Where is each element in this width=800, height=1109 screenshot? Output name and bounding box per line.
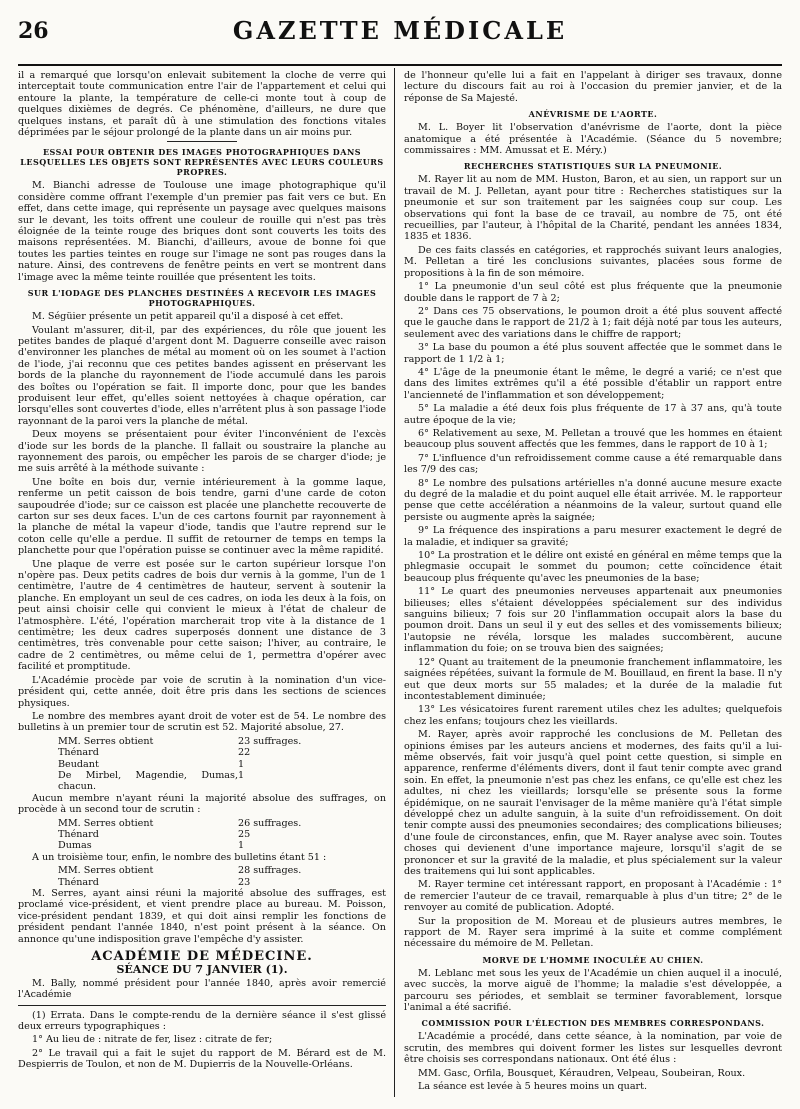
vote-row: De Mirbel, Magendie, Dumas, chacun. 1 — [58, 769, 245, 793]
footnote: 1° Au lieu de : nitrate de fer, lisez : citrate de fer; — [32, 1034, 273, 1046]
conclusion-item: 11° Le quart des pneumonies nerveuses appartenait aux pneumonies bilieuses; elles s'étaient développées spécialement sur des individus sanguins bilieux; 7 fois sur 20 l'inflammation occupait alors la base du poumon droit. Dans un seul il y eut des selles et des vomissements bilieux; l'autopsie ne révéla, lorsque les malades succombèrent, aucune inflammation du foie; on se trouva bien des saignées; — [404, 586, 782, 655]
conclusion-item: 10° La prostration et le délire ont existé en général en même temps que la phlegmasie occupait le sommet du poumon; cette coïncidence était beaucoup plus fréquente qu'avec les pneumonies de la base; — [404, 550, 782, 584]
conclusion-item: 12° Quant au traitement de la pneumonie franchement inflammatoire, les saignées répétées, suivant la formule de M. Bouillaud, en firent la base. Il n'y eut que deux morts sur 55 malades; et la durée de la maladie fut incontestablement diminuée; — [404, 656, 782, 702]
paragraph: M. Leblanc met sous les yeux de l'Académie un chien auquel il a inoculé, avec succès, la morve aiguë de l'homme; la maladie s'est développée, a parcouru ses périodes, et semblait se terminer favorablement, lorsque l'animal a été sacrifié. — [404, 967, 782, 1014]
session-heading: SÉANCE DU 7 JANVIER (1). — [116, 963, 288, 977]
paragraph: Une boîte en bois dur, vernie intérieurement à la gomme laque, renferme un petit caisson de bois tendre, garni d'une carde de coton saupoudrée d'iode; sur ce caisson est placée une planchette recouverte de carton sur ses deux faces. L'un de ces cartons fournit par rayonnement à la planche de métal la vapeur d'iode, tandis que l'autre reprend sur le coton celle qu'elle a perdue. Il suffit de retourner de temps en temps la planchette pour que l'opération puisse se continuer avec la même rapidité. — [18, 476, 386, 557]
vote-row: MM. Serres obtient 23 suffrages. — [58, 735, 302, 747]
conclusion-item: 1° La pneumonie d'un seul côté est plus fréquente que la pneumonie double dans le rapport de 7 à 2; — [404, 281, 782, 304]
left-column — [18, 70, 386, 1095]
conclusion-item: 8° Le nombre des pulsations artérielles n'a donné aucune mesure exacte du degré de la maladie et du point auquel elle était arrivée. M. le rapporteur pense que cette accélération a néanmoins de la valeur, surtout quand elle persiste ou augmente après la saignée; — [404, 477, 782, 523]
paragraph: M. Bianchi adresse de Toulouse une image photographique qu'il considère comme offrant l'exemple d'un premier pas fait vers ce but. En effet, dans cette image, qui représente un paysage avec quelques maisons sur le devant, les toits offrent une couleur de rouille qui n'est pas très éloignée de la teinte rouge des briques dont sont couverts les toits des maisons représentées. M. Bianchi, d'ailleurs, avoue de bonne foi que toutes les parties teintes en rouge sur l'image ne sont pas rouges dans la nature. Ainsi, des contrevens de fenêtre peints en vert se montrent dans l'image avec la même teinte rouillée que présentent les toits. — [18, 180, 386, 283]
vote-row: Thénard 22 — [58, 747, 251, 759]
conclusion-item: 5° La maladie a été deux fois plus fréquente de 17 à 37 ans, qu'à toute autre époque de la vie; — [404, 403, 782, 426]
page-header — [18, 12, 782, 66]
paragraph: MM. Gasc, Orfila, Bousquet, Kéraudren, Velpeau, Soubeiran, Roux. — [418, 1067, 746, 1079]
paragraph: M. Rayer, après avoir rapproché les conclusions de M. Pelletan des opinions émises par les auteurs anciens et modernes, des faits qu'il a lui-même observés, fait voir jusqu'à quel point cette question, si simple en apparence, renferme d'éléments divers, dont il faut tenir compte avec grand soin. En effet, la pneumonie n'est pas chez les enfans, ce qu'elle est chez les adultes, ni chez les vieillards; lorsqu'elle se présente sous la forme épidémique, on ne saurait l'envisager de la même manière qu'à l'état simple développé chez un adulte sanguin, à la suite d'un refroidissement. On doit tenir compte aussi des pneumonies secondaires; des complications bilieuses; d'une foule de circonstances, enfin, que M. Rayer analyse avec soin. Toutes choses qui devienent d'une importance majeure, lorsqu'il s'agit de se prononcer et sur la gravité de la maladie, et plus spécialement sur la valeur des traitemens qui lui sont applicables. — [404, 729, 782, 877]
paragraph: Voulant m'assurer, dit-il, par des expériences, du rôle que jouent les petites bandes de plaqué d'argent dont M. Daguerre conseille avec raison d'environner les planches de métal au moment où on les soumet à l'action de l'iode, j'ai reconnu que ces petites bandes agissent en préservant les bords de la planche du rayonnement de l'iode accumulé dans les parois des boîtes ou l'opération se fait. Il importe donc, pour que les bandes produisent leur effet, qu'elles soient nettoyées à chaque opération, car lorsqu'elles sont couvertes d'iode, elles n'arrêtent plus à son passage l'iode rayonnant de la paroi vers la planche de métal. — [18, 324, 386, 427]
vote-row: Beudant 1 — [58, 758, 245, 770]
paragraph: L'Académie procède par voie de scrutin à la nomination d'un vice-président qui, cette année, doit être pris dans les sections de sciences physiques. — [18, 674, 386, 709]
paragraph: M. Bally, nommé président pour l'année 1840, après avoir remercié l'Académie — [18, 977, 386, 1001]
paragraph: M. Ségüier présente un petit appareil qu'il a disposé à cet effet. — [32, 311, 344, 323]
vote-row: Thénard 23 — [58, 876, 251, 888]
vote-results-round-3 — [18, 865, 386, 888]
paragraph: De ces faits classés en catégories, et rapprochés suivant leurs analogies, M. Pelletan a tiré les conclusions suivantes, placées sous forme de propositions à la fin de son mémoire. — [404, 244, 782, 279]
academy-heading: ACADÉMIE DE MÉDECINE. — [91, 949, 313, 965]
vote-row: Thénard 25 — [58, 828, 251, 840]
conclusion-item: 13° Les vésicatoires furent rarement utiles chez les adultes; quelquefois chez les enfans; toujours chez les vieillards. — [404, 704, 782, 727]
section-heading: ESSAI POUR OBTENIR DES IMAGES PHOTOGRAPHIQUES DANS LESQUELLES LES OBJETS SONT REPRÉSENTÉS AVEC LEURS COULEURS PROPRES. — [20, 147, 384, 178]
paragraph: M. Rayer lit au nom de MM. Huston, Baron, et au sien, un rapport sur un travail de M. J. Pelletan, ayant pour titre : Recherches statistiques sur la pneumonie et sur son traitement par les saignées coup sur coup. Les observations qui font la base de ce travail, au nombre de 75, ont été recueillies, par l'auteur, à l'hôpital de la Charité, pendant les années 1834, 1835 et 1836. — [404, 174, 782, 243]
right-column — [404, 70, 782, 1095]
column-rule — [394, 68, 395, 1097]
section-heading: COMMISSION POUR L'ÉLECTION DES MEMBRES CORRESPONDANS. — [421, 1018, 765, 1029]
paragraph: Aucun membre n'ayant réuni la majorité absolue des suffrages, on procède à un second tour de scrutin : — [18, 792, 386, 816]
footnote: 2° Le travail qui a fait le sujet du rapport de M. Bérard est de M. Despierris de Toulon, et non de M. Dupierris de la Nouvelle-Orléans. — [18, 1047, 386, 1071]
page-number: 26 — [18, 18, 49, 44]
conclusion-item: 6° Relativement au sexe, M. Pelletan a trouvé que les hommes en étaient beaucoup plus souvent affectés que les femmes, dans le rapport de 10 à 1; — [404, 427, 782, 451]
footnote-divider — [18, 1005, 386, 1006]
paragraph: de l'honneur qu'elle lui a fait en l'appelant à diriger ses travaux, donne lecture du discours fait au roi à l'occasion du premier janvier, et de la réponse de Sa Majesté. — [404, 70, 782, 104]
vote-row: MM. Serres obtient 26 suffrages. — [58, 817, 302, 829]
section-heading: RECHERCHES STATISTIQUES SUR LA PNEUMONIE. — [463, 161, 723, 172]
paragraph: M. Rayer termine cet intéressant rapport, en proposant à l'Académie : 1° de remercier l'auteur de ce travail, remarquable à plus d'un titre; 2° de le renvoyer au comité de publication. Adopté. — [404, 879, 782, 914]
conclusion-item: 2° Dans ces 75 observations, le poumon droit a été plus souvent affecté que le gauche dans le rapport de 21/2 à 1; fait déjà noté par tous les auteurs, seulement avec des variations dans le chiffre de rapport; — [404, 305, 782, 340]
paragraph: M. L. Boyer lit l'observation d'anévrisme de l'aorte, dont la pièce anatomique a été présentée à l'Académie. (Séance du 5 novembre; commissaires : MM. Amussat et E. Méry.) — [404, 122, 782, 157]
conclusion-item: 4° L'âge de la pneumonie étant le même, le degré a varié; ce n'est que dans des limites extrêmes qu'il a été possible d'établir un rapport entre l'ancienneté de l'inflammation et son développement; — [404, 366, 782, 401]
conclusion-item: 7° L'influence d'un refroidissement comme cause a été remarquable dans les 7/9 des cas; — [404, 452, 782, 476]
section-heading: ANÉVRISME DE L'AORTE. — [528, 109, 658, 120]
section-heading: SUR L'IODAGE DES PLANCHES DESTINÉES A RECEVOIR LES IMAGES PHOTOGRAPHIQUES. — [27, 288, 377, 309]
divider — [167, 141, 237, 142]
paragraph: Une plaque de verre est posée sur le carton supérieur lorsque l'on n'opère pas. Deux petits cadres de bois dur vernis à la gomme, l'un de 1 centimètre, l'autre de 4 centimètres de hauteur, servent à soutenir la planche. En employant un seul de ces cadres, on ioda les deux à la fois, on peut ainsi choisir celle qui convient le mieux à l'état de chaleur de l'atmosphère. L'été, l'opération marcherait trop vite à la distance de 1 centimètre; les deux cadres superposés donnent une distance de 3 centimètres, très convenable pour cette saison; l'hiver, au contraire, le cadre de 2 centimètres, ou même celui de 1, permettra d'opérer avec facilité et promptitude. — [18, 558, 386, 673]
paragraph: il a remarqué que lorsqu'on enlevait subitement la cloche de verre qui interceptait toute communication entre l'air de l'appartement et celui qui entoure la plante, la température de celle-ci monte tout à coup de quelques dixièmes de degrés. Ce phénomène, d'ailleurs, ne dure que quelques instans, et paraît dû à une stimulation des fonctions vitales déprimées par le séjour prolongé de la plante dans un air moins pur. — [18, 70, 386, 139]
conclusion-item: 9° La fréquence des inspirations a paru mesurer exactement le degré de la maladie, et indiquer sa gravité; — [404, 525, 782, 548]
footnote: (1) Errata. Dans le compte-rendu de la dernière séance il s'est glissé deux erreurs typographiques : — [18, 1009, 386, 1033]
journal-title: GAZETTE MÉDICALE — [232, 16, 568, 45]
paragraph: Sur la proposition de M. Moreau et de plusieurs autres membres, le rapport de M. Rayer sera imprimé à la suite et comme complément nécessaire du mémoire de M. Pelletan. — [404, 915, 782, 950]
vote-row: MM. Serres obtient 28 suffrages. — [58, 865, 302, 877]
paragraph: La séance est levée à 5 heures moins un quart. — [418, 1081, 648, 1093]
paragraph: Le nombre des membres ayant droit de voter est de 54. Le nombre des bulletins à un premier tour de scrutin est 52. Majorité absolue, 27. — [18, 710, 386, 734]
paragraph: A un troisième tour, enfin, le nombre des bulletins étant 51 : — [32, 851, 327, 863]
paragraph: L'Académie a procédé, dans cette séance, à la nomination, par voie de scrutin, des membres qui doivent former les listes sur lesquelles devront être choisis ses correspondans nationaux. Ont été élus : — [404, 1031, 782, 1066]
paragraph: M. Serres, ayant ainsi réuni la majorité absolue des suffrages, est proclamé vice-président, et vient prendre place au bureau. M. Poisson, vice-président pendant 1839, et qui doit ainsi remplir les fonctions de président pendant l'année 1840, n'est point présent à la séance. On annonce qu'une indisposition grave l'empêche d'y assister. — [18, 888, 386, 945]
section-heading: MORVE DE L'HOMME INOCULÉE AU CHIEN. — [482, 954, 704, 965]
vote-row: Dumas 1 — [58, 840, 245, 852]
vote-results-round-2 — [18, 818, 386, 852]
vote-results-round-1 — [18, 736, 386, 793]
paragraph: Deux moyens se présentaient pour éviter l'inconvénient de l'excès d'iode sur les bords de la planche. Il fallait ou soustraire la planche au rayonnement des parois, ou empêcher les parois de se charger d'iode; je me suis arrêté à la méthode suivante : — [18, 429, 386, 475]
conclusion-item: 3° La base du poumon a été plus souvent affectée que le sommet dans le rapport de 1 1/2 à 1; — [404, 342, 782, 365]
